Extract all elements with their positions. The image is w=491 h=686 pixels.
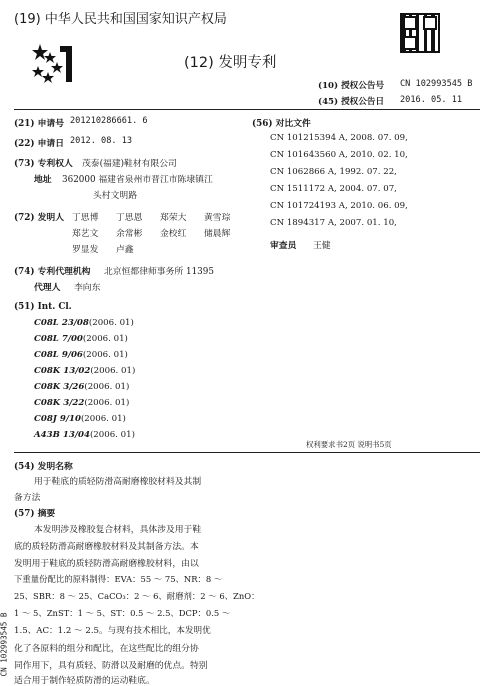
reference-item: CN 1894317 A, 2007. 01. 10, [270, 218, 397, 228]
abstract-line: 本发明涉及橡胶复合材料，具体涉及用于鞋 [34, 525, 202, 535]
abstract-line: 发明用于鞋底的质轻防滑高耐磨橡胶材料，由以 [14, 559, 199, 569]
ipc-version: (2006. 01) [90, 366, 136, 376]
inventors-line-3 [72, 242, 134, 255]
abstract-line: 1.5、AC：1.2 ～ 2.5。与现有技术相比，本发明优 [14, 626, 211, 636]
ipc-code-row [34, 366, 135, 376]
abstract-line: 适合用于制作轻质防滑的运动鞋底。 [14, 676, 155, 686]
references-label: (56) 对比文件 [252, 119, 311, 129]
ipc-code: C08L 23/08 [34, 318, 89, 328]
application-date-label: (22) 申请日 [14, 139, 65, 149]
invention-title-label: (54) 发明名称 [14, 462, 73, 472]
reference-item: CN 1511172 A, 2004. 07. 07, [270, 184, 397, 194]
abstract-label: (57) 摘要 [14, 509, 56, 519]
application-date: 2012. 08. 13 [70, 136, 133, 146]
reference-item: CN 101215394 A, 2008. 07. 09, [270, 133, 408, 143]
inventor-name: 卢鑫 [116, 245, 134, 255]
inventor-name: 余常彬 [116, 229, 143, 239]
ipc-code-row [34, 414, 126, 424]
inventor-name: 郑艺文 [72, 229, 99, 239]
inventors-line-2 [72, 226, 230, 239]
agent-name: 李向东 [74, 283, 101, 293]
reference-item: CN 101724193 A, 2010. 06. 09, [270, 201, 408, 211]
inventor-name: 罗显发 [72, 245, 99, 255]
inventors-line-1 [72, 210, 230, 223]
office-emblem-icon [30, 42, 76, 86]
agency-label: (74) 专利代理机构 [14, 267, 91, 277]
invention-title-line-1: 用于鞋底的质轻防滑高耐磨橡胶材料及其制 [34, 477, 202, 487]
examiner-label: 审查员 [270, 241, 297, 251]
ipc-code-row [34, 318, 134, 328]
ipc-code: A43B 13/04 [34, 430, 90, 440]
address-line-1: 362000 福建省泉州市晋江市陈埭镇江 [62, 175, 213, 185]
inventor-name: 金校红 [160, 229, 187, 239]
invention-title-line-2: 备方法 [14, 493, 41, 503]
ipc-code: C08J 9/10 [34, 414, 81, 424]
header-divider [14, 109, 480, 110]
reference-item: CN 101643560 A, 2010. 02. 10, [270, 150, 408, 160]
ipc-code: C08K 3/26 [34, 382, 85, 392]
mid-divider [14, 452, 480, 453]
ipc-version: (2006. 01) [84, 382, 130, 392]
address-label: 地址 [34, 175, 52, 185]
agency-name: 北京恒都律师事务所 11395 [104, 267, 214, 277]
publication-number-label: (10) 授权公告号 [318, 81, 385, 91]
abstract-line: 25、SBR：8 ～ 25、CaCO₃：2 ～ 6、耐磨剂：2 ～ 6、ZnO： [14, 591, 260, 601]
ipc-code: C08L 9/06 [34, 350, 83, 360]
ipc-code-row [34, 430, 135, 440]
ipc-version: (2006. 01) [84, 398, 130, 408]
ipc-code: C08L 7/00 [34, 334, 83, 344]
application-number-label: (21) 申请号 [14, 119, 65, 129]
inventor-name: 丁思博 [72, 213, 99, 223]
abstract-line: 下重量份配比的原料制得：EVA：55 ～ 75、NR：8 ～ [14, 574, 223, 584]
application-number: 201210286661. 6 [70, 116, 148, 126]
abstract-line: 底的质轻防滑高耐磨橡胶材料及其制备方法。本 [14, 542, 199, 552]
publication-date: 2016. 05. 11 [400, 95, 463, 105]
inventor-name: 黄雪琮 [204, 213, 231, 223]
document-type: (12) 发明专利 [184, 55, 277, 71]
ipc-version: (2006. 01) [80, 414, 126, 424]
ipc-code-row [34, 382, 129, 392]
agent-label: 代理人 [34, 283, 61, 293]
ipc-version: (2006. 01) [89, 430, 135, 440]
ipc-label: (51) Int. Cl. [14, 302, 72, 312]
side-publication-code: CN 102993545 B [0, 612, 9, 677]
inventor-name: 储晨辉 [204, 229, 231, 239]
ipc-code-row [34, 398, 129, 408]
ipc-code-row [34, 334, 128, 344]
patentee-name: 茂泰(福建)鞋材有限公司 [82, 159, 177, 169]
abstract-line: 同作用下，具有质轻、防滑以及耐磨的优点。特别 [14, 661, 208, 671]
office-name: (19) 中华人民共和国国家知识产权局 [14, 12, 227, 27]
publication-number: CN 102993545 B [400, 79, 473, 89]
ipc-code: C08K 3/22 [34, 398, 85, 408]
page-count-info: 权利要求书2页 说明书5页 [306, 440, 392, 449]
ipc-version: (2006. 01) [88, 318, 134, 328]
abstract-line: 化了各原料的组分和配比，在这些配比的组分协 [14, 644, 199, 654]
patentee-label: (73) 专利权人 [14, 159, 73, 169]
publication-date-label: (45) 授权公告日 [318, 97, 385, 107]
inventors-label: (72) 发明人 [14, 213, 65, 223]
reference-item: CN 1062866 A, 1992. 07. 22, [270, 167, 397, 177]
examiner-name: 王健 [313, 241, 331, 251]
ipc-code-row [34, 350, 128, 360]
qr-code [400, 13, 440, 53]
address-line-2: 头村文明路 [93, 191, 137, 201]
ipc-code: C08K 13/02 [34, 366, 91, 376]
inventor-name: 郑荣大 [160, 213, 187, 223]
ipc-version: (2006. 01) [82, 334, 128, 344]
ipc-version: (2006. 01) [82, 350, 128, 360]
abstract-line: 1 ～ 5、ZnST：1 ～ 5、ST：0.5 ～ 2.5、DCP：0.5 ～ [14, 608, 231, 618]
inventor-name: 丁思恩 [116, 213, 143, 223]
